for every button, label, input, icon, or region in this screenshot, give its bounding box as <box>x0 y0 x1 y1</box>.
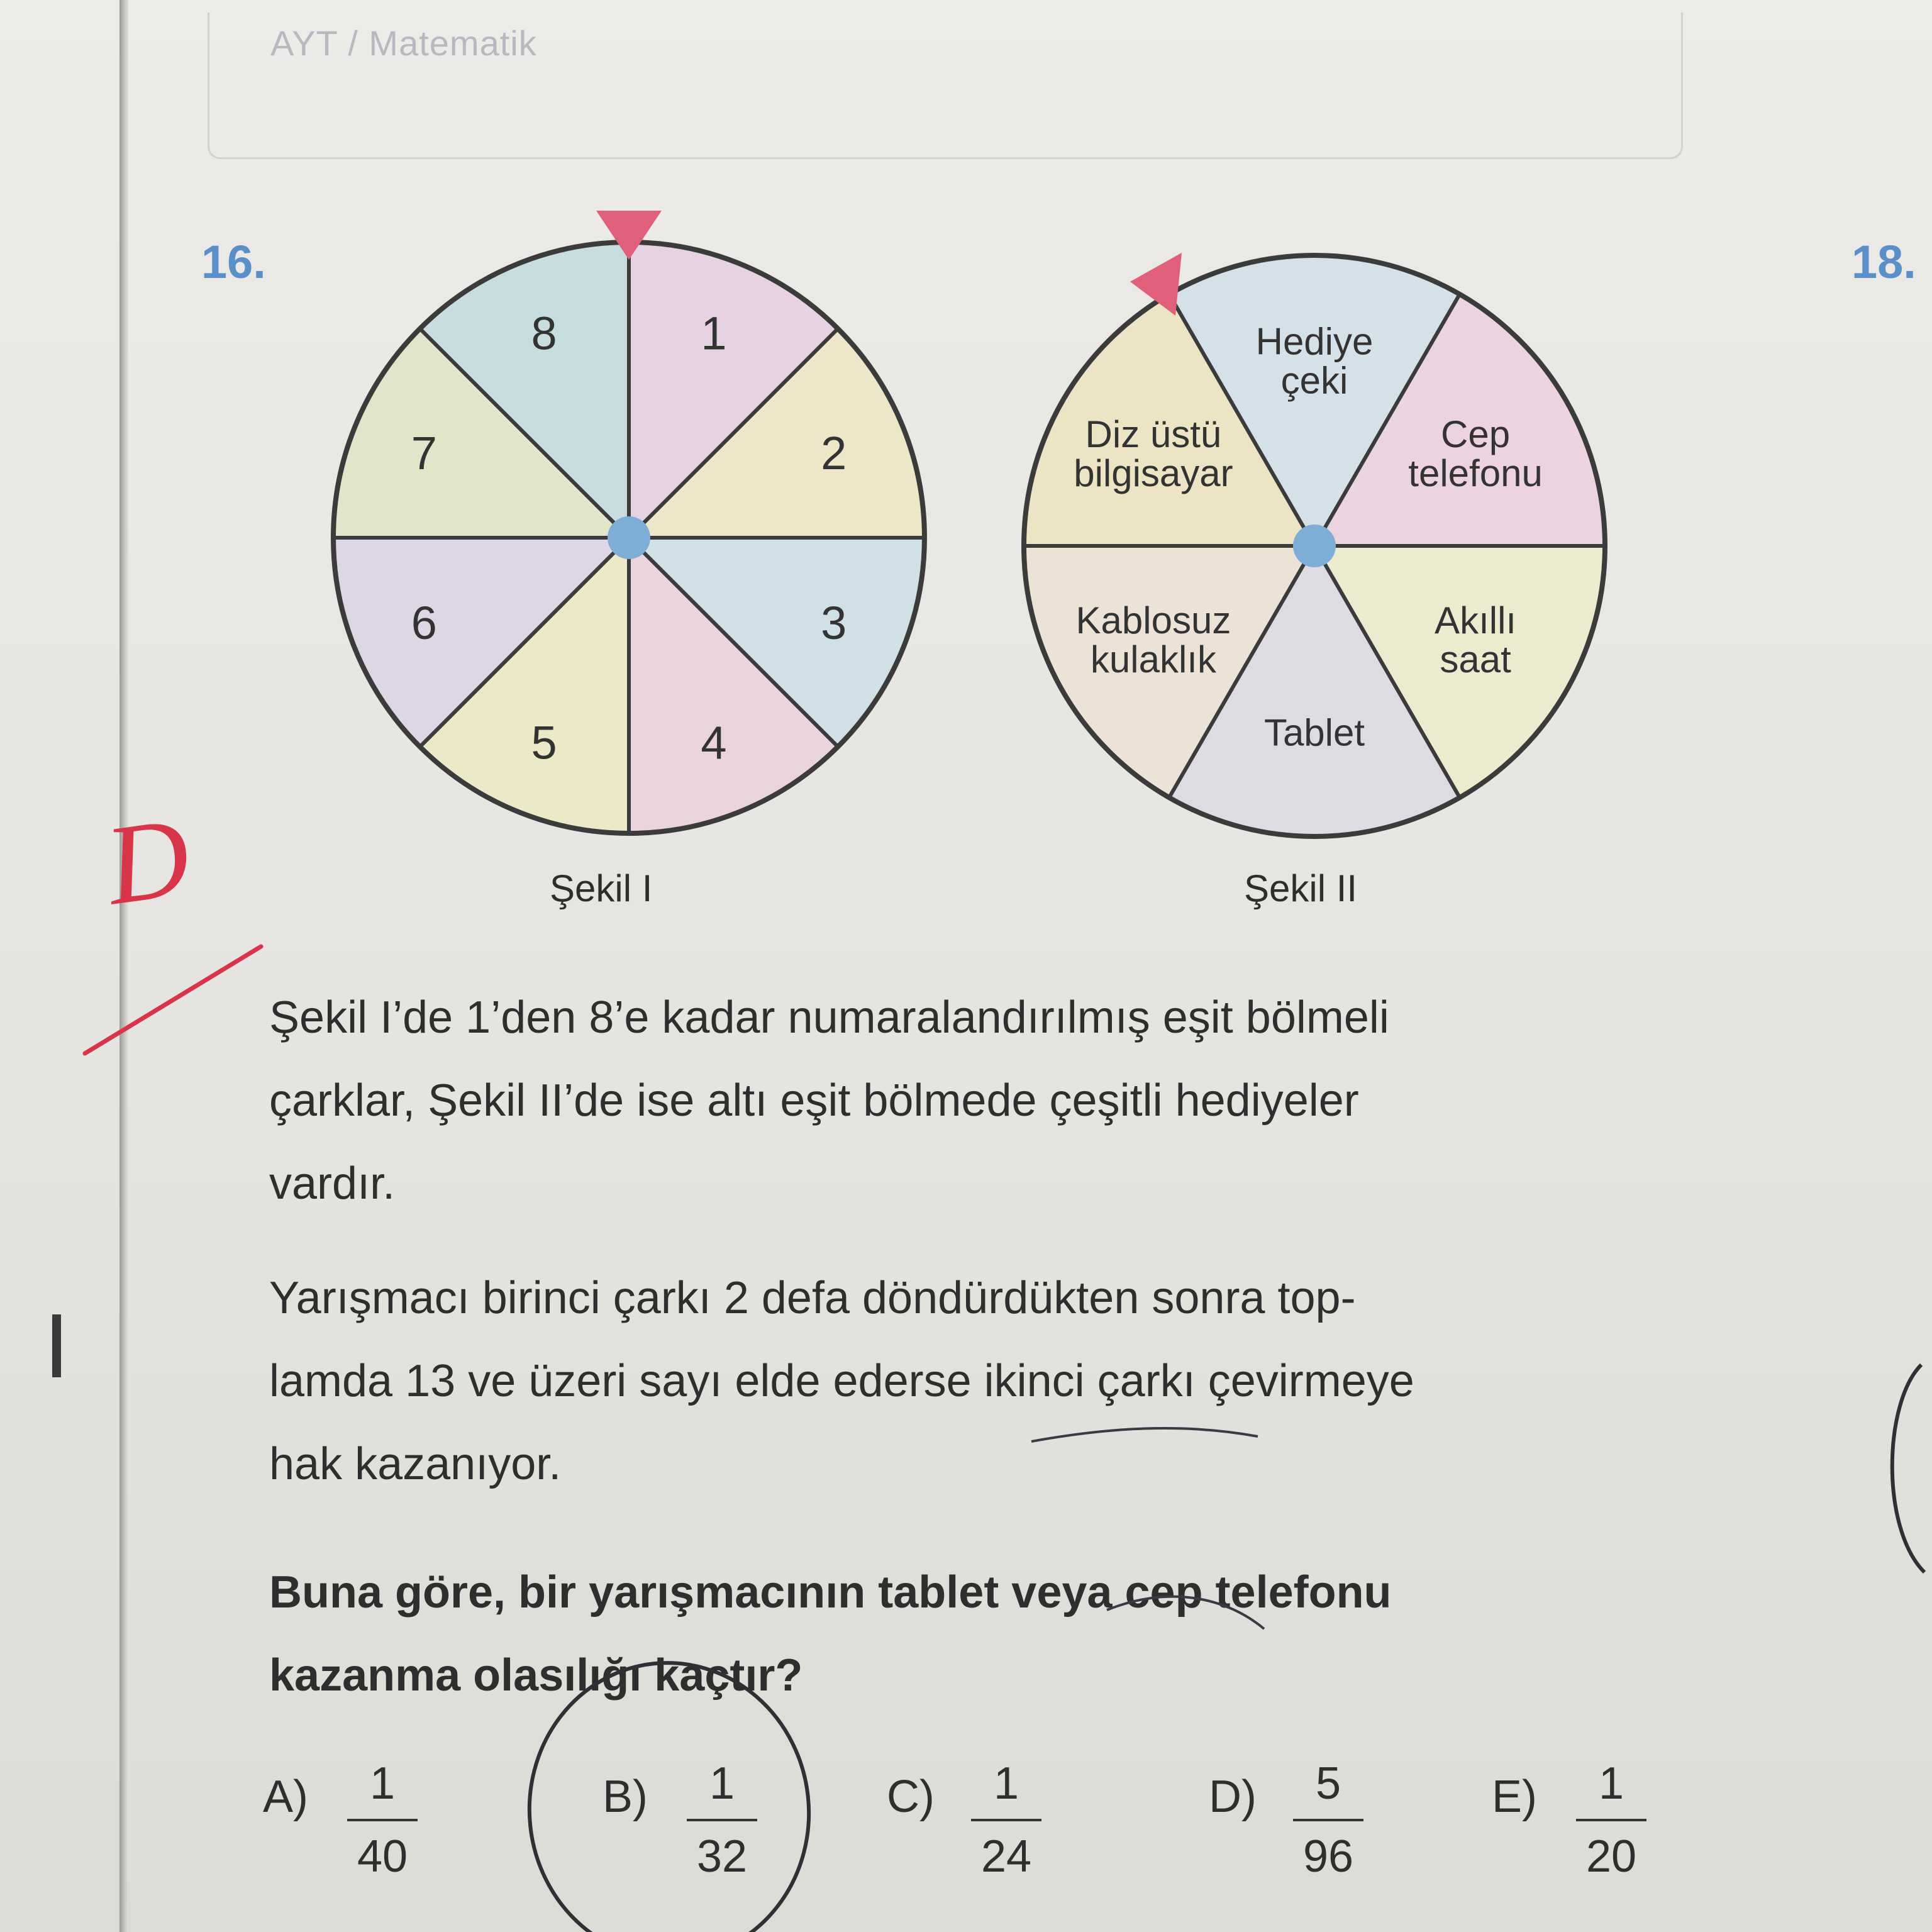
question-number: 16. <box>201 236 266 288</box>
handwritten-underline <box>1031 1428 1258 1441</box>
wheel-1-sector-label: 6 <box>411 596 437 649</box>
wheel-2-sector-label: Kablosuz <box>1075 599 1231 641</box>
option-letter: C) <box>887 1772 935 1822</box>
wheel-1-sector-label: 4 <box>701 716 727 769</box>
wheel-2-sector-label: Akıllı <box>1435 599 1517 641</box>
option-letter: A) <box>263 1772 308 1822</box>
wheel-2-sector-label: Tablet <box>1263 711 1365 754</box>
wheel-2-sector-label: saat <box>1440 638 1511 680</box>
option-letter: D) <box>1209 1772 1257 1822</box>
wheel-2-sector-label: çeki <box>1280 359 1348 402</box>
fraction-denominator: 40 <box>357 1831 408 1882</box>
paragraph-intro-line: Şekil I’de 1’den 8’e kadar numaralandırılmış eşit bölmeli <box>269 992 1389 1043</box>
wheel-1-sector-label: 7 <box>411 427 437 480</box>
handwritten-answer-circle <box>515 1649 824 1932</box>
paragraph-intro-line: çarklar, Şekil II’de ise altı eşit bölmede çeşitli hediyeler <box>269 1075 1359 1126</box>
fraction-numerator: 5 <box>1315 1758 1341 1809</box>
fraction-numerator: 1 <box>993 1758 1019 1809</box>
handwritten-answer-mark: D <box>98 793 197 929</box>
wheel-2-sector-label: Hediye <box>1255 320 1374 363</box>
paragraph-rule-line: Yarışmacı birinci çarkı 2 defa döndürdükten sonra top- <box>269 1273 1356 1323</box>
wheel-1-sector-label: 1 <box>701 307 727 360</box>
fraction-denominator: 24 <box>980 1831 1032 1882</box>
wheel-1-sector-label: 8 <box>531 307 557 360</box>
caption-figure-2: Şekil II <box>1244 867 1358 909</box>
wheel-2-sector-label: kulaklık <box>1090 638 1216 680</box>
fraction-numerator: 1 <box>1598 1758 1624 1809</box>
wheel-2-sector-label: Diz üstü <box>1085 413 1222 456</box>
handwritten-underline <box>1107 1597 1264 1629</box>
option-letter: E) <box>1492 1772 1537 1822</box>
paragraph-rule-line: hak kazanıyor. <box>269 1439 562 1489</box>
wheel-2-sector-label: bilgisayar <box>1074 452 1233 495</box>
option-letter: B) <box>602 1772 648 1822</box>
wheel-1-sector-label: 3 <box>821 596 847 649</box>
question-prompt-line: Buna göre, bir yarışmacının tablet veya cep telefonu <box>269 1567 1392 1618</box>
fraction-denominator: 96 <box>1302 1831 1354 1882</box>
next-question-number: 18. <box>1852 236 1916 288</box>
question-prompt-line: kazanma olasılığı kaçtır? <box>269 1650 803 1701</box>
wheel-1-sector-label: 2 <box>821 427 847 480</box>
wheel-2-sector-label: Cep <box>1441 413 1511 456</box>
fraction-numerator: 1 <box>709 1758 735 1809</box>
fraction-denominator: 32 <box>696 1831 748 1882</box>
paragraph-intro-line: vardır. <box>269 1158 396 1209</box>
handwritten-check-stroke <box>85 947 261 1053</box>
fraction-denominator: 20 <box>1585 1831 1637 1882</box>
fraction-numerator: 1 <box>369 1758 396 1809</box>
paragraph-rule-line: lamda 13 ve üzeri sayı elde ederse ikinci çarkı çevirmeye <box>269 1356 1414 1406</box>
wheel-1-sector-label: 5 <box>531 716 557 769</box>
margin-bracket <box>1892 1365 1924 1572</box>
wheel-2-sector-label: telefonu <box>1408 452 1543 495</box>
page-header: AYT / Matematik <box>270 23 537 63</box>
caption-figure-1: Şekil I <box>550 867 653 909</box>
